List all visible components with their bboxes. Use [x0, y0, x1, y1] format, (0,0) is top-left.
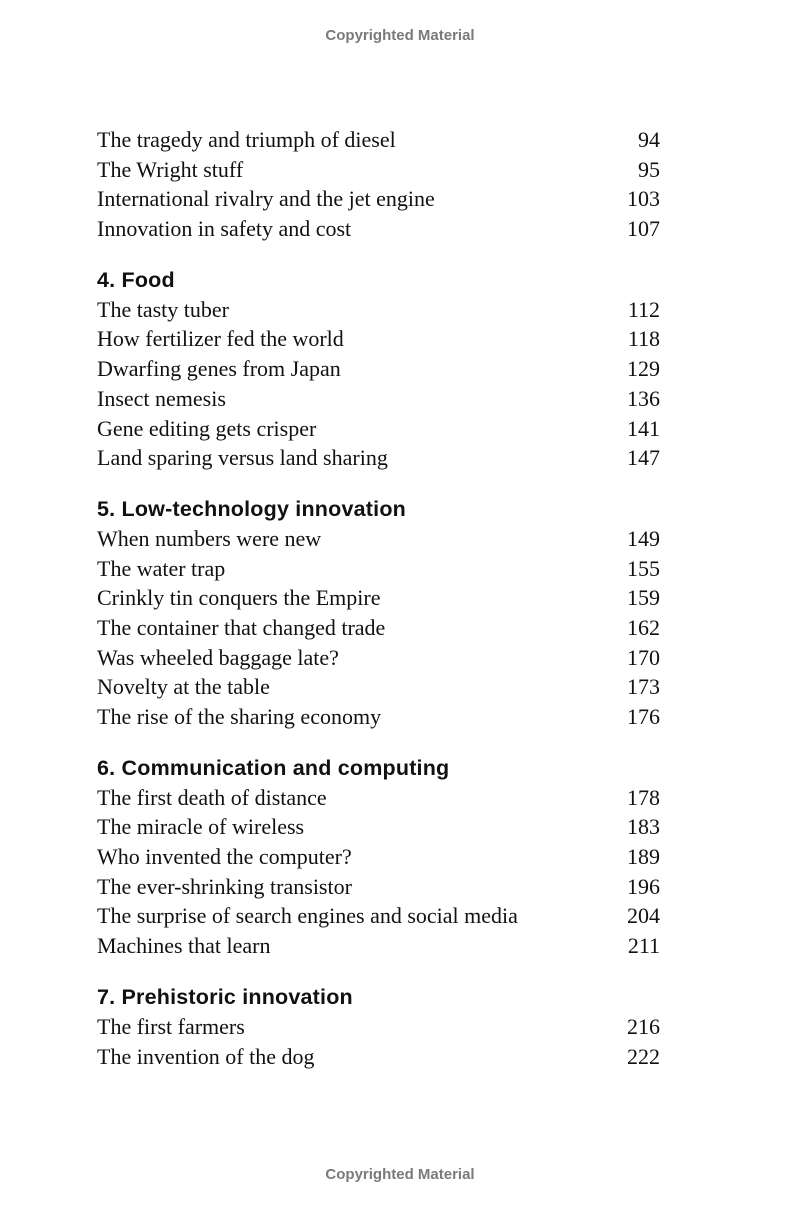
entry-page-number: 178: [627, 784, 660, 810]
copyright-header: Copyrighted Material: [325, 27, 475, 44]
toc-entry: [97, 155, 660, 185]
toc-section: [97, 753, 660, 961]
entry-title: Land sparing versus land sharing: [97, 445, 388, 471]
entry-page-number: 204: [627, 903, 660, 929]
entry-page-number: 136: [627, 385, 660, 411]
entry-page-number: 216: [627, 1013, 660, 1039]
entry-title: The surprise of search engines and social media: [97, 903, 518, 929]
entry-page-number: 173: [627, 674, 660, 700]
toc-entry: [97, 901, 660, 931]
entry-title: Machines that learn: [97, 933, 271, 959]
entry-page-number: 155: [627, 555, 660, 581]
entry-title: Insect nemesis: [97, 385, 226, 411]
toc-entry: [97, 295, 660, 325]
entry-page-number: 95: [638, 156, 660, 182]
toc-entry: [97, 931, 660, 961]
entry-title: International rivalry and the jet engine: [97, 186, 435, 212]
entry-title: The water trap: [97, 555, 226, 581]
entry-page-number: 103: [627, 186, 660, 212]
entry-page-number: 129: [627, 356, 660, 382]
toc-entry: [97, 643, 660, 673]
entry-page-number: 162: [627, 614, 660, 640]
entry-title: The tasty tuber: [97, 296, 229, 322]
toc-entry: [97, 125, 660, 155]
toc-entry: [97, 1042, 660, 1072]
toc-entry: [97, 812, 660, 842]
toc-entry: [97, 702, 660, 732]
entry-page-number: 196: [627, 873, 660, 899]
entry-page-number: 159: [627, 585, 660, 611]
entry-page-number: 222: [627, 1043, 660, 1069]
entry-page-number: 189: [627, 844, 660, 870]
entry-page-number: 141: [627, 415, 660, 441]
toc-entry: [97, 783, 660, 813]
toc-entry: [97, 184, 660, 214]
entry-title: The first death of distance: [97, 784, 327, 810]
entry-page-number: 176: [627, 704, 660, 729]
toc-section: [97, 125, 660, 244]
toc-entry: [97, 214, 660, 244]
chapter-heading: 4. Food: [97, 267, 175, 292]
toc-entry: [97, 872, 660, 902]
toc-section: [97, 265, 660, 473]
entry-page-number: 211: [627, 933, 660, 959]
chapter-heading: 5. Low-technology innovation: [97, 496, 406, 521]
entry-title: Gene editing gets crisper: [97, 415, 317, 441]
toc-entry: [97, 554, 660, 584]
entry-page-number: 112: [627, 296, 660, 322]
entry-title: Novelty at the table: [97, 674, 270, 700]
entry-title: The miracle of wireless: [97, 814, 305, 840]
entry-title: The invention of the dog: [97, 1043, 315, 1069]
entry-title: How fertilizer fed the world: [97, 326, 344, 352]
entry-page-number: 118: [627, 326, 660, 352]
entry-title: The container that changed trade: [97, 614, 386, 640]
entry-page-number: 149: [627, 525, 660, 551]
toc-entry: [97, 613, 660, 643]
toc-entry: [97, 414, 660, 444]
toc-entry: [97, 524, 660, 554]
toc-entry: [97, 672, 660, 702]
entry-page-number: 170: [627, 644, 660, 670]
toc-section: [97, 982, 660, 1071]
entry-title: The rise of the sharing economy: [97, 704, 382, 729]
entry-title: The ever-shrinking transistor: [97, 873, 352, 899]
toc-entry: [97, 842, 660, 872]
entry-page-number: 94: [638, 127, 660, 152]
toc-entry: [97, 443, 660, 473]
entry-title: Innovation in safety and cost: [97, 216, 352, 242]
toc-entry: [97, 354, 660, 384]
entry-title: When numbers were new: [97, 525, 322, 551]
toc-section: [97, 494, 660, 732]
entry-page-number: 183: [627, 814, 660, 840]
entry-page-number: 147: [627, 445, 660, 471]
chapter-heading: 6. Communication and computing: [97, 755, 450, 780]
table-of-contents: [97, 125, 660, 1071]
entry-title: Was wheeled baggage late?: [97, 644, 339, 670]
entry-page-number: 107: [627, 216, 660, 242]
toc-entry: [97, 583, 660, 613]
entry-title: Dwarfing genes from Japan: [97, 356, 341, 382]
entry-title: The tragedy and triumph of diesel: [97, 127, 396, 152]
entry-title: The Wright stuff: [97, 156, 244, 182]
entry-title: The first farmers: [97, 1013, 245, 1039]
entry-title: Who invented the computer?: [97, 844, 352, 870]
toc-entry: [97, 1012, 660, 1042]
entry-title: Crinkly tin conquers the Empire: [97, 585, 381, 611]
copyright-footer: Copyrighted Material: [325, 1166, 475, 1183]
toc-entry: [97, 324, 660, 354]
toc-entry: [97, 384, 660, 414]
chapter-heading: 7. Prehistoric innovation: [97, 984, 353, 1009]
